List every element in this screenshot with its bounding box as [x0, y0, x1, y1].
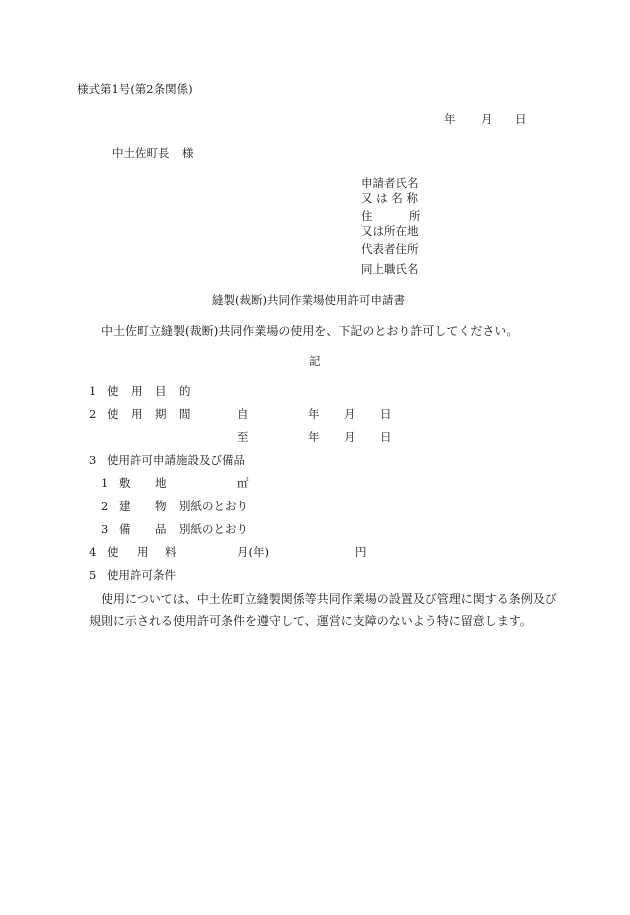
item-2-label-char: 間: [179, 407, 191, 421]
item-3-sub-3-char-a: 備: [119, 522, 131, 536]
period-from-month: 月: [344, 407, 356, 421]
period-to-label: 至: [237, 430, 249, 444]
applicant-location-label: 又は所在地: [361, 224, 419, 238]
document-title: 縫製(裁断)共同作業場使用許可申請書: [212, 293, 405, 307]
period-from-day: 日: [380, 407, 392, 421]
yen-unit: 円: [355, 545, 367, 559]
conditions-text-line-1: 使用については、中土佐町立縫製関係等共同作業場の設置及び管理に関する条例及び: [101, 592, 557, 606]
applicant-address-label-a: 住: [361, 209, 373, 223]
item-3-sub-1-number: 1: [101, 476, 109, 490]
representative-address-label: 代表者住所: [361, 242, 419, 256]
item-2-number: 2: [89, 407, 97, 421]
item-3-sub-2-number: 2: [101, 499, 109, 513]
item-2-label-char: 使: [107, 407, 119, 421]
item-5-number: 5: [89, 568, 97, 582]
period-to-month: 月: [344, 430, 356, 444]
item-4-number: 4: [89, 545, 97, 559]
item-1-label-char: 目: [155, 384, 167, 398]
conditions-text-line-2: 規則に示される使用許可条件を遵守して、運営に支障のないよう特に留意します。: [89, 614, 532, 628]
item-1-label-char: 使: [107, 384, 119, 398]
representative-name-label: 同上職氏名: [361, 262, 419, 276]
period-from-label: 自: [237, 407, 249, 421]
item-3-sub-2-char-b: 物: [155, 499, 167, 513]
item-2-label-char: 期: [155, 407, 167, 421]
applicant-name-label: 申請者氏名: [361, 176, 419, 190]
addressee-honorific: 様: [182, 146, 194, 160]
period-to-year: 年: [308, 430, 320, 444]
item-3-number: 3: [89, 453, 97, 467]
addressee-name: 中土佐町長: [112, 146, 170, 160]
ki-heading: 記: [309, 354, 321, 368]
form-number: 様式第1号(第2条関係): [77, 82, 193, 96]
item-3-sub-1-char-a: 敷: [119, 476, 131, 490]
fee-period-label: 月(年): [237, 545, 269, 559]
item-2-label-char: 用: [131, 407, 143, 421]
item-4-char-c: 料: [165, 545, 177, 559]
square-meter-unit: ㎡: [237, 476, 249, 490]
item-4-char-b: 用: [137, 545, 149, 559]
item-4-char-a: 使: [107, 545, 119, 559]
item-3-sub-2-char-a: 建: [119, 499, 131, 513]
item-1-label-char: 的: [179, 384, 191, 398]
date-year-label: 年: [444, 112, 456, 126]
period-from-year: 年: [308, 407, 320, 421]
applicant-address-label-b: 所: [409, 209, 421, 223]
item-3-sub-3-number: 3: [101, 522, 109, 536]
period-to-day: 日: [380, 430, 392, 444]
item-3-sub-3-value: 別紙のとおり: [179, 522, 248, 536]
applicant-name-alt-label: 又 は 名 称: [361, 191, 418, 205]
intro-sentence: 中土佐町立縫製(裁断)共同作業場の使用を、下記のとおり許可してください。: [101, 324, 519, 338]
item-3-label: 使用許可申請施設及び備品: [107, 453, 245, 467]
item-3-sub-2-value: 別紙のとおり: [179, 499, 248, 513]
date-day-label: 日: [515, 112, 527, 126]
item-3-sub-1-char-b: 地: [155, 476, 167, 490]
date-month-label: 月: [481, 112, 493, 126]
item-1-number: 1: [89, 384, 97, 398]
item-3-sub-3-char-b: 品: [155, 522, 167, 536]
item-1-label-char: 用: [131, 384, 143, 398]
item-5-label: 使用許可条件: [107, 568, 176, 582]
